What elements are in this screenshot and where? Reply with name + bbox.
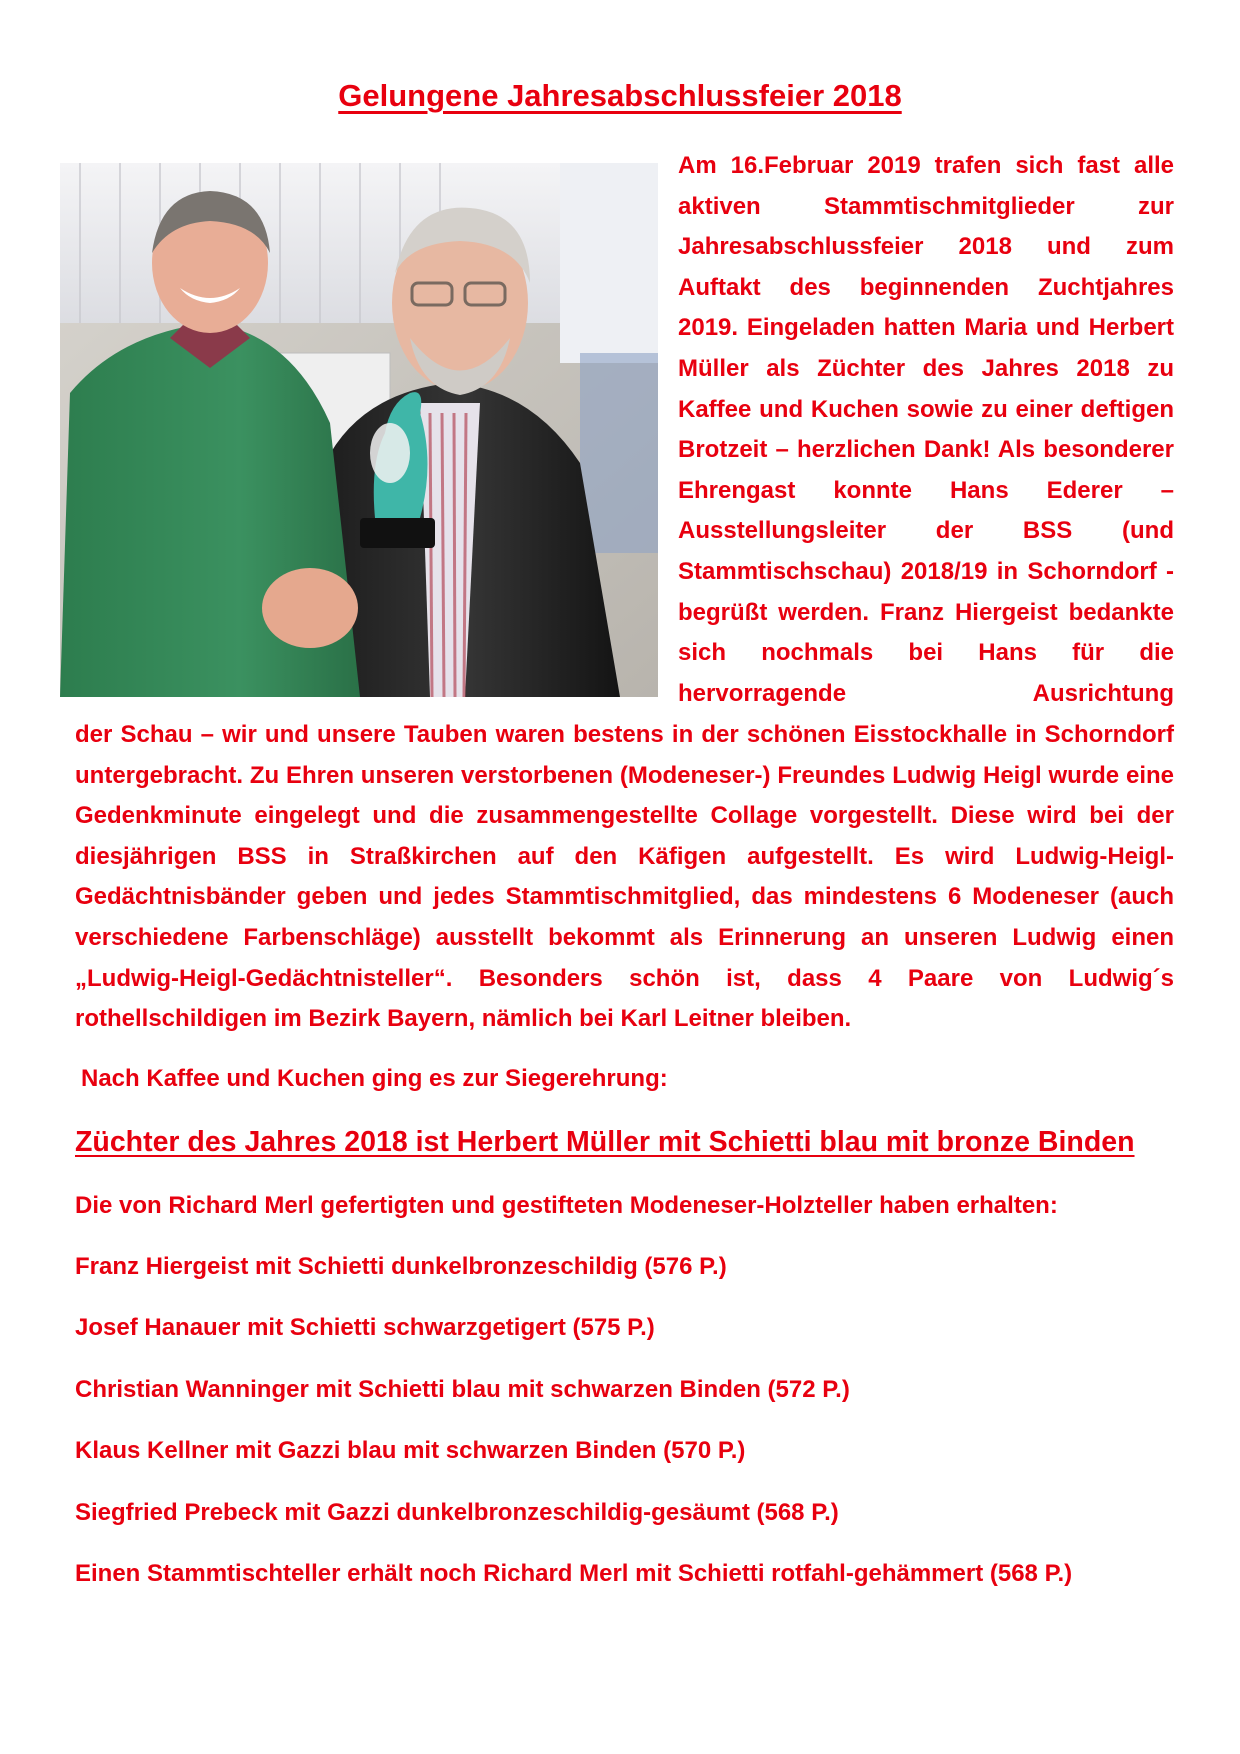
- award-item: Josef Hanauer mit Schietti schwarzgetigert (575 P.): [75, 1314, 655, 1341]
- photo-two-men-handshake-pigeon-trophy-icon: [60, 163, 658, 697]
- award-item: Einen Stammtischteller erhält noch Richard Merl mit Schietti rotfahl-gehämmert (568 P.): [75, 1560, 1073, 1587]
- page-title: Gelungene Jahresabschlussfeier 2018: [338, 78, 902, 113]
- plates-intro: Die von Richard Merl gefertigten und gestifteten Modeneser-Holzteller haben erhalten:: [75, 1192, 1058, 1219]
- article-paragraph-full: der Schau – wir und unsere Tauben waren bestens in der schönen Eisstockhalle in Schorndorf untergebracht. Zu Ehren unseren verstorbenen (Modeneser-) Freundes Ludwig Heigl wurde eine Gedenkminute eingelegt und die zusammengestellte Collage vorgestellt. Diese wird bei der diesjährigen BSS in Straßkirchen auf den Käfigen aufgestellt. Es wird Ludwig-Heigl-Gedächtnisbänder geben und jedes Stammtischmitglied, das mindestens 6 Modeneser (auch verschiedene Farbenschläge) ausstellt bekommt als Erinnerung an unseren Ludwig einen „Ludwig-Heigl-Gedächtnisteller“. Besonders schön ist, dass 4 Paare von Ludwig´s rothellschildigen im Bezirk Bayern, nämlich bei Karl Leitner bleiben.: [75, 721, 1174, 1033]
- breeder-of-the-year: Züchter des Jahres 2018 ist Herbert Müller mit Schietti blau mit bronze Binden: [75, 1126, 1135, 1158]
- award-item: Siegfried Prebeck mit Gazzi dunkelbronzeschildig-gesäumt (568 P.): [75, 1499, 839, 1526]
- award-item: Klaus Kellner mit Gazzi blau mit schwarzen Binden (570 P.): [75, 1437, 746, 1464]
- ceremony-intro: Nach Kaffee und Kuchen ging es zur Siegerehrung:: [81, 1065, 668, 1092]
- article-paragraph-side: Am 16.Februar 2019 trafen sich fast alle aktiven Stammtischmitglieder zur Jahresabschlussfeier 2018 und zum Auftakt des beginnenden Zuchtjahres 2019. Eingeladen hatten Maria und Herbert Müller als Züchter des Jahres 2018 zu Kaffee und Kuchen sowie zu einer deftigen Brotzeit – herzlichen Dank! Als besonderer Ehrengast konnte Hans Ederer – Ausstellungsleiter der BSS (und Stammtischschau) 2018/19 in Schorndorf - begrüßt werden. Franz Hiergeist bedankte sich nochmals bei Hans für die hervorragende Ausrichtung: [678, 152, 1174, 707]
- award-item: Christian Wanninger mit Schietti blau mit schwarzen Binden (572 P.): [75, 1376, 850, 1403]
- award-item: Franz Hiergeist mit Schietti dunkelbronzeschildig (576 P.): [75, 1253, 727, 1280]
- event-photo: [60, 163, 658, 697]
